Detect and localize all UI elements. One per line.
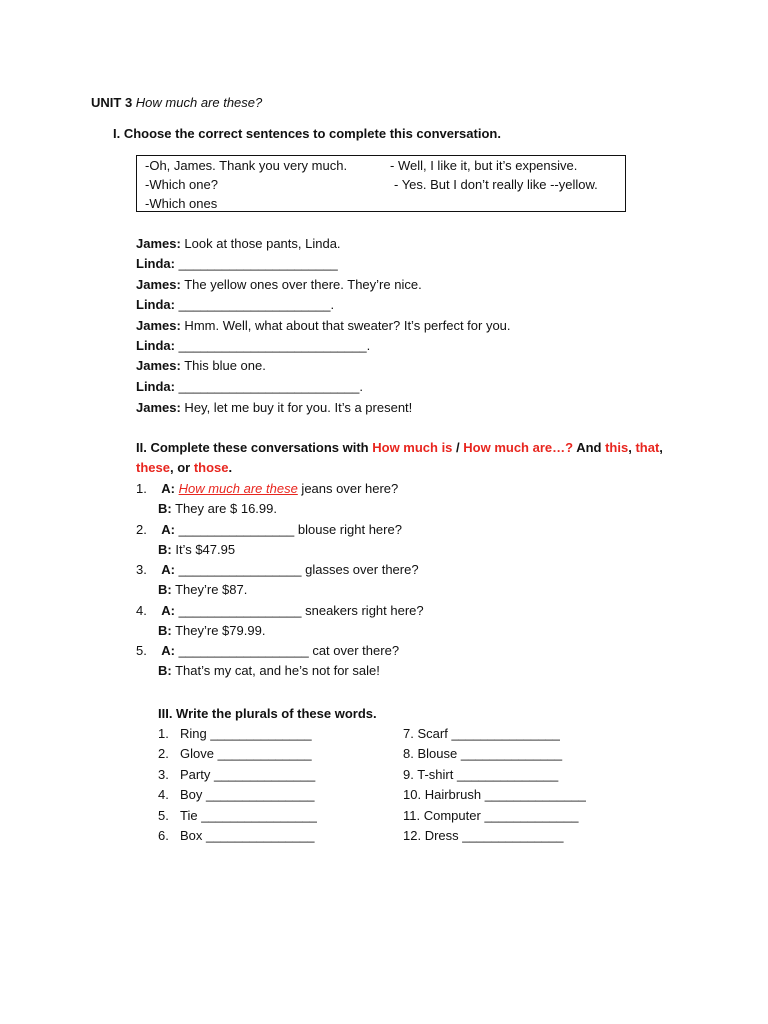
speaker-label: Linda: — [136, 379, 175, 394]
heading-keyword: those — [193, 460, 229, 475]
dialogue-line — [136, 338, 370, 354]
section-3-heading: III. Write the plurals of these words. — [158, 706, 377, 721]
heading-text: . — [228, 460, 233, 475]
question-number: 3. — [136, 562, 147, 577]
speaker-label: James: — [136, 277, 181, 292]
question-line — [136, 603, 424, 619]
item-word: Blouse — [417, 746, 458, 761]
dialogue-text: Look at those pants, Linda. — [180, 236, 341, 251]
response-text: It’s $47.95 — [171, 542, 236, 557]
item-word: Boy — [180, 787, 203, 802]
question-line — [136, 481, 398, 497]
plural-item — [403, 746, 562, 762]
item-word: Tie — [180, 808, 198, 823]
answer-blank[interactable]: _______________ — [206, 787, 315, 802]
item-word: Party — [180, 767, 211, 782]
item-number: 8. — [403, 746, 414, 761]
item-word: Box — [180, 828, 203, 843]
heading-text: , — [628, 440, 636, 455]
dialogue-line — [136, 358, 266, 374]
answer-blank[interactable]: _______________ — [206, 828, 315, 843]
speaker-label: James: — [136, 236, 181, 251]
speaker-label: James: — [136, 318, 181, 333]
plural-item — [158, 787, 314, 803]
answer-blank[interactable]: ______________ — [456, 767, 559, 782]
dialogue-line — [136, 277, 422, 293]
question-text: blouse right here? — [294, 522, 402, 537]
heading-text: , — [659, 440, 663, 455]
answer-blank[interactable]: _________________ — [178, 603, 302, 618]
option-item: -Oh, James. Thank you very much. — [145, 158, 348, 173]
page-title — [91, 95, 262, 111]
heading-keyword: these — [136, 460, 170, 475]
response-text: They’re $87. — [171, 582, 248, 597]
item-number: 4. — [158, 787, 169, 802]
item-word: Computer — [423, 808, 481, 823]
response-text: They are $ 16.99. — [171, 501, 277, 516]
item-number: 10. — [403, 787, 422, 802]
heading-text: II. Complete these conversations with — [136, 440, 373, 455]
dialogue-line — [136, 236, 341, 252]
item-number: 1. — [158, 726, 169, 741]
speaker-label: Linda: — [136, 256, 175, 271]
heading-keyword: that — [635, 440, 660, 455]
answer-blank[interactable]: _________________ — [178, 562, 302, 577]
plural-item — [403, 726, 560, 742]
dialogue-line — [136, 379, 363, 395]
speaker-label: B: — [158, 663, 172, 678]
answer-blank[interactable]: _________________________ — [178, 379, 360, 394]
option-item: -Which ones — [145, 196, 218, 211]
dialogue-line — [136, 400, 412, 416]
heading-text: And — [573, 440, 606, 455]
dialogue-text: Hey, let me buy it for you. It’s a present! — [180, 400, 413, 415]
item-number: 3. — [158, 767, 169, 782]
speaker-label: B: — [158, 582, 172, 597]
item-number: 11. — [403, 808, 421, 823]
heading-keyword: How much is — [372, 440, 453, 455]
item-word: Ring — [180, 726, 207, 741]
response-line — [158, 501, 277, 517]
speaker-label: B: — [158, 501, 172, 516]
options-box — [136, 155, 626, 212]
item-number: 12. — [403, 828, 422, 843]
response-line — [158, 663, 380, 679]
plural-item — [403, 787, 586, 803]
heading-text: , or — [169, 460, 194, 475]
heading-keyword: this — [605, 440, 629, 455]
option-item: -Which one? — [145, 177, 218, 192]
item-word: Dress — [424, 828, 459, 843]
answer-blank[interactable]: __________________ — [178, 643, 309, 658]
plural-item — [158, 808, 317, 824]
dialogue-line — [136, 256, 338, 272]
option-item: - Well, I like it, but it’s expensive. — [390, 158, 578, 173]
response-line — [158, 582, 247, 598]
response-text: That’s my cat, and he’s not for sale! — [171, 663, 380, 678]
section-2-heading-cont — [136, 460, 232, 476]
question-number: 2. — [136, 522, 147, 537]
dialogue-line — [136, 297, 334, 313]
dialogue-text: Hmm. Well, what about that sweater? It’s perfect for you. — [180, 318, 511, 333]
answer-blank[interactable]: ______________________ — [178, 256, 338, 271]
unit-subtitle: How much are these? — [135, 95, 263, 110]
item-word: Scarf — [417, 726, 448, 741]
sentence-end: . — [366, 338, 371, 353]
item-number: 6. — [158, 828, 169, 843]
dialogue-line — [136, 318, 511, 334]
answer-blank[interactable]: _____________________ — [178, 297, 331, 312]
item-number: 9. — [403, 767, 414, 782]
speaker-label: A: — [161, 562, 175, 577]
answer-blank[interactable]: ________________ — [178, 522, 295, 537]
answer-blank[interactable]: ______________ — [213, 767, 316, 782]
speaker-label: Linda: — [136, 297, 175, 312]
sentence-end: . — [330, 297, 335, 312]
plural-item — [158, 726, 312, 742]
sentence-end: . — [359, 379, 363, 394]
plural-item — [403, 808, 578, 824]
dialogue-text: The yellow ones over there. They’re nice. — [180, 277, 422, 292]
heading-keyword: How much are…? — [463, 440, 574, 455]
answer-blank[interactable]: ______________ — [462, 828, 564, 843]
answer-blank[interactable]: __________________________ — [178, 338, 367, 353]
question-text: cat over there? — [308, 643, 400, 658]
item-number: 7. — [403, 726, 414, 741]
speaker-label: James: — [136, 358, 181, 373]
answer-blank[interactable]: _____________ — [217, 746, 312, 761]
answer-blank[interactable]: _______________ — [451, 726, 560, 741]
plural-item — [158, 767, 315, 783]
speaker-label: A: — [161, 522, 175, 537]
plural-item — [403, 828, 564, 844]
item-word: Hairbrush — [424, 787, 482, 802]
item-word: Glove — [180, 746, 214, 761]
dialogue-text: This blue one. — [180, 358, 266, 373]
item-word: T-shirt — [417, 767, 454, 782]
item-number: 5. — [158, 808, 169, 823]
answer-blank[interactable]: ______________ — [460, 746, 563, 761]
question-text: jeans over here? — [297, 481, 399, 496]
unit-label: UNIT 3 — [91, 95, 133, 110]
speaker-label: A: — [161, 481, 175, 496]
answer-blank[interactable]: ______________ — [484, 787, 586, 802]
response-line — [158, 542, 235, 558]
speaker-label: A: — [161, 603, 175, 618]
question-text: sneakers right here? — [301, 603, 424, 618]
question-line — [136, 522, 402, 538]
heading-text: / — [452, 440, 464, 455]
plural-item — [158, 828, 314, 844]
option-item: - Yes. But I don’t really like --yellow. — [394, 177, 598, 192]
answer-blank[interactable]: _____________ — [484, 808, 579, 823]
question-number: 1. — [136, 481, 147, 496]
question-text: glasses over there? — [301, 562, 419, 577]
response-text: They’re $79.99. — [171, 623, 266, 638]
section-1-heading: I. Choose the correct sentences to complete this conversation. — [113, 126, 501, 141]
question-number: 4. — [136, 603, 147, 618]
plural-item — [158, 746, 312, 762]
plural-item — [403, 767, 558, 783]
speaker-label: B: — [158, 542, 172, 557]
speaker-label: James: — [136, 400, 181, 415]
question-number: 5. — [136, 643, 147, 658]
answer-blank[interactable]: ________________ — [201, 808, 317, 823]
response-line — [158, 623, 265, 639]
example-answer: How much are these — [178, 481, 298, 496]
question-line — [136, 562, 419, 578]
question-line — [136, 643, 399, 659]
speaker-label: B: — [158, 623, 172, 638]
item-number: 2. — [158, 746, 169, 761]
section-2-heading — [136, 440, 663, 456]
speaker-label: Linda: — [136, 338, 175, 353]
answer-blank[interactable]: ______________ — [210, 726, 312, 741]
speaker-label: A: — [161, 643, 175, 658]
